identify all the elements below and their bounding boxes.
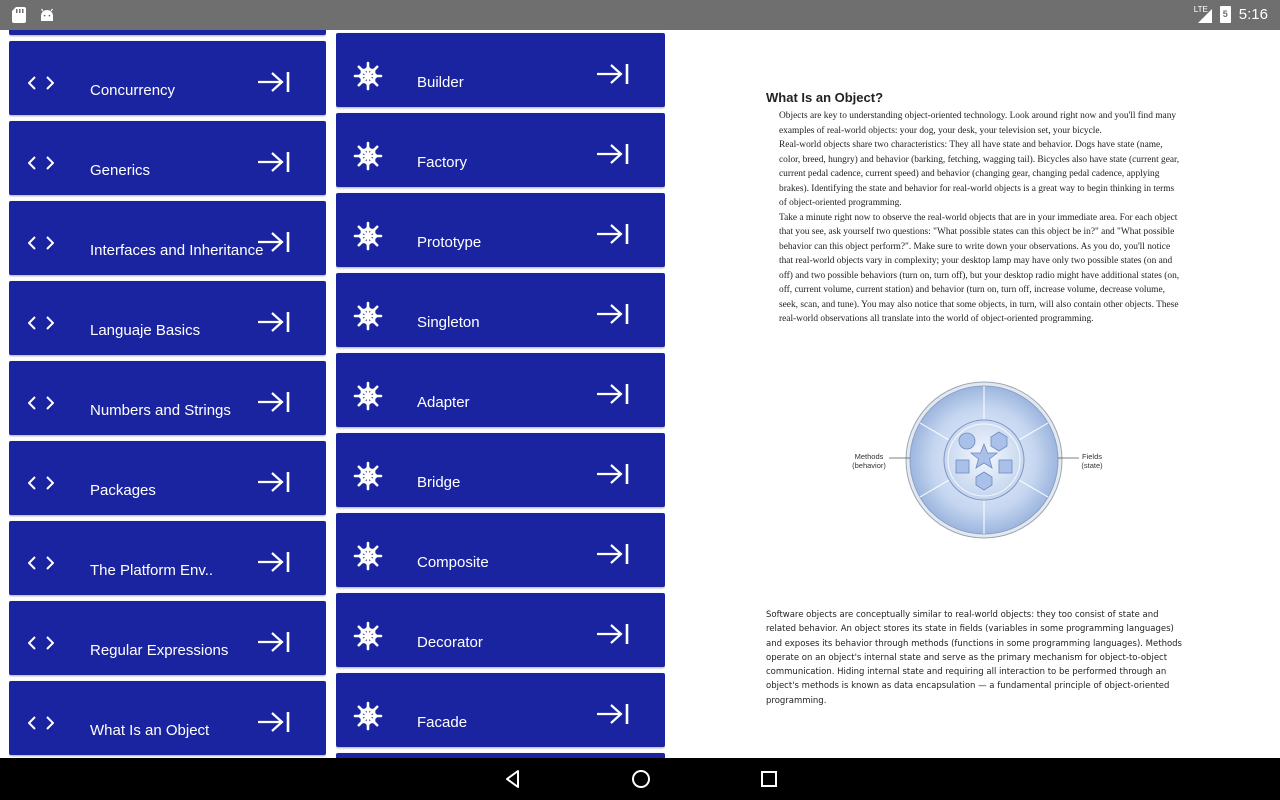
document-title: What Is an Object? [766,90,884,105]
java-topic-card-label: Concurrency [90,82,176,99]
code-brackets-icon [28,555,54,571]
design-pattern-card[interactable] [336,353,665,427]
design-pattern-card-label: Adapter [417,394,470,411]
design-pattern-card-label: Composite [417,554,489,571]
snowflake-icon [353,61,383,91]
arrow-to-end-icon[interactable] [257,471,291,493]
java-topic-card-label: Numbers and Strings [90,402,231,419]
snowflake-icon [353,381,383,411]
java-topic-card[interactable] [9,281,326,355]
java-topic-card[interactable] [9,681,326,755]
java-topic-card-label: What Is an Object [90,722,210,739]
java-topic-card-partial[interactable] [9,30,326,35]
methods-label-line: (behavior) [852,461,886,470]
battery-icon [1220,6,1231,23]
java-topic-card[interactable] [9,41,326,115]
back-icon[interactable] [503,769,523,789]
arrow-to-end-icon[interactable] [257,71,291,93]
arrow-to-end-icon[interactable] [257,391,291,413]
design-pattern-card-label: Bridge [417,474,461,491]
arrow-to-end-icon[interactable] [596,623,630,645]
arrow-to-end-icon[interactable] [596,463,630,485]
arrow-to-end-icon[interactable] [596,543,630,565]
java-topic-card[interactable] [9,361,326,435]
clock: 5:16 [1238,6,1268,23]
java-topic-card[interactable] [9,121,326,195]
arrow-to-end-icon[interactable] [257,151,291,173]
java-topic-card-label: Generics [90,162,151,179]
arrow-to-end-icon[interactable] [257,231,291,253]
document-paragraph: Software objects are conceptually similar to real-world objects: they too consist of state and related behavior. An object stores its state in fields (variables in some programming languages) and exposes its behavior through methods (functions in some programming languages). Methods operate on an object's internal state and serve as the primary mechanism for object-to-object communication. Hiding internal state and requiring all interaction to be performed through an object's methods is known as data encapsulation — a fundamental principle of object-oriented programming. [766,610,1182,706]
design-pattern-card[interactable] [336,113,665,187]
java-topic-card-label: Packages [90,482,156,499]
fields-label [1075,452,1109,470]
arrow-to-end-icon[interactable] [257,631,291,653]
arrow-to-end-icon[interactable] [257,311,291,333]
java-topic-card[interactable] [9,521,326,595]
object-diagram [845,380,1105,545]
document-viewer[interactable] [665,30,1280,758]
design-pattern-card-label: Builder [417,74,464,91]
snowflake-icon [353,141,383,171]
code-brackets-icon [28,475,54,491]
code-brackets-icon [28,75,54,91]
sd-card-icon [12,7,26,23]
java-topic-card[interactable] [9,201,326,275]
code-brackets-icon [28,395,54,411]
design-pattern-card[interactable] [336,433,665,507]
methods-label [847,452,891,470]
arrow-to-end-icon[interactable] [596,143,630,165]
methods-label-line: Methods [854,452,884,461]
design-pattern-card[interactable] [336,513,665,587]
snowflake-icon [353,461,383,491]
fields-label-line: Fields [1081,452,1102,461]
design-pattern-card[interactable] [336,673,665,747]
arrow-to-end-icon[interactable] [596,383,630,405]
design-pattern-card[interactable] [336,33,665,107]
arrow-to-end-icon[interactable] [257,551,291,573]
android-icon [40,7,54,23]
java-topic-card-label: Regular Expressions [90,642,229,659]
design-pattern-card[interactable] [336,273,665,347]
code-brackets-icon [28,715,54,731]
code-brackets-icon [28,155,54,171]
design-pattern-card-label: Singleton [417,314,480,331]
lte-signal-icon: LTE [1194,7,1212,23]
code-brackets-icon [28,315,54,331]
document-paragraph: Objects are key to understanding object-oriented technology. Look around right now and you'll find many examples of real-world objects: your dog, your desk, your television set, your bicycle. [779,111,1177,136]
status-bar [0,0,1280,30]
snowflake-icon [353,541,383,571]
snowflake-icon [353,701,383,731]
java-topic-card-label: The Platform Env.. [90,562,214,579]
document-paragraph: Take a minute right now to observe the real-world objects that are in your immediate area. For each object that you see, ask yourself two questions: "What possible states can this object be in?" and "What possible behavior can this object perform?". Make sure to write down your observations. As you do, you'll notice that real-world objects vary in complexity; your desktop lamp may have only two possible states (on and off) and two possible behaviors (turn on, turn off), but your desktop radio might have additional states (on, off, current volume, current station) and behavior (turn on, turn off, increase volume, decrease volume, seek, scan, and tune). You may also notice that some objects, in turn, will also contain other objects. These real-world observations all translate into the world of object-oriented programming. [779,212,1180,324]
recents-icon[interactable] [759,769,779,789]
arrow-to-end-icon[interactable] [596,223,630,245]
snowflake-icon [353,301,383,331]
design-pattern-card[interactable] [336,593,665,667]
design-patterns-list[interactable] [336,30,665,758]
java-topic-card-label: Languaje Basics [90,322,201,339]
fields-label-line: (state) [1081,461,1103,470]
battery-level: 5 [1222,9,1228,19]
code-brackets-icon [28,635,54,651]
java-topics-list[interactable] [9,30,326,758]
document-body [779,109,1182,327]
document-lower-text [766,608,1185,708]
snowflake-icon [353,621,383,651]
arrow-to-end-icon[interactable] [596,303,630,325]
navigation-bar [0,758,1280,800]
arrow-to-end-icon[interactable] [596,703,630,725]
arrow-to-end-icon[interactable] [257,711,291,733]
design-pattern-card-label: Factory [417,154,468,171]
design-pattern-card-label: Facade [417,714,468,731]
java-topic-card[interactable] [9,441,326,515]
arrow-to-end-icon[interactable] [596,63,630,85]
document-paragraph: Real-world objects share two characteristics: They all have state and behavior. Dogs have state (name, color, breed, hungry) and behavior (barking, fetching, wagging tail). Bicycles also have state (current gear, current pedal cadence, current speed) and behavior (changing gear, changing pedal cadence, applying brakes). Identifying the state and behavior for real-world objects is a great way to begin thinking in terms of object-oriented programming. [779,140,1180,208]
design-pattern-card-label: Decorator [417,634,483,651]
code-brackets-icon [28,235,54,251]
snowflake-icon [353,221,383,251]
design-pattern-card-label: Prototype [417,234,482,251]
home-icon[interactable] [631,769,651,789]
design-pattern-card[interactable] [336,193,665,267]
java-topic-card-label: Interfaces and Inheritance [90,242,264,259]
java-topic-card[interactable] [9,601,326,675]
